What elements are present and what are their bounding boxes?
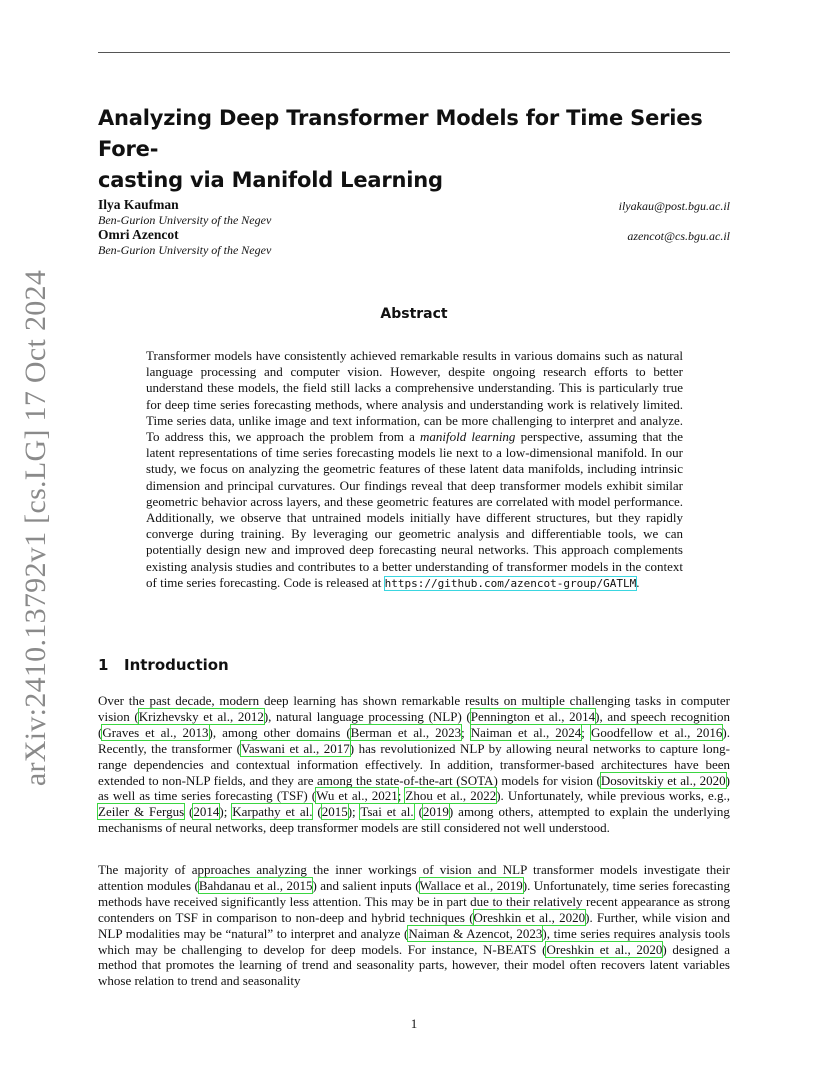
header-rule bbox=[98, 52, 730, 53]
citation-link[interactable]: Bahdanau et al., 2015 bbox=[198, 877, 313, 893]
body-text: ; bbox=[461, 724, 471, 740]
citation-link[interactable]: 2015 bbox=[321, 804, 348, 820]
citation-link[interactable]: Naiman et al., 2024 bbox=[470, 724, 582, 740]
body-text: ), natural language processing (NLP) ( bbox=[263, 708, 471, 724]
citation-link[interactable]: Vaswani et al., 2017 bbox=[240, 740, 350, 756]
body-text: ). Unfortunately, while previous works, e.g., bbox=[496, 788, 730, 804]
arxiv-stamp-text: arXiv:2410.13792v1 [cs.LG] 17 Oct 2024 bbox=[19, 269, 52, 787]
code-link[interactable]: https://github.com/azencot-group/GATLM bbox=[384, 576, 637, 590]
paper-title-line1: Analyzing Deep Transformer Models for Time Series Fore- bbox=[98, 106, 703, 161]
intro-paragraph-2 bbox=[98, 862, 730, 989]
citation-link[interactable]: Oreshkin et al., 2020 bbox=[546, 941, 663, 957]
citation-link[interactable]: Naiman & Azencot, 2023 bbox=[408, 925, 543, 941]
citation-link[interactable]: Goodfellow et al., 2016 bbox=[590, 724, 723, 740]
paper-title bbox=[98, 103, 738, 196]
citation-link[interactable]: Wu et al., 2021 bbox=[316, 788, 398, 804]
body-text: ) designed a method that promotes the learning of trend and seasonality parts, however, their model often recovers latent variables whose relation to trend and seasonality bbox=[98, 941, 731, 989]
abstract-text bbox=[146, 348, 683, 592]
paper-title-line2: casting via Manifold Learning bbox=[98, 168, 443, 192]
intro-paragraph-1 bbox=[98, 693, 730, 836]
citation-link[interactable]: 2019 bbox=[422, 804, 449, 820]
body-text: ) as well as time series forecasting (TSF) ( bbox=[98, 772, 730, 804]
body-text: ( bbox=[312, 804, 322, 820]
author-email[interactable]: azencot@cs.bgu.ac.il bbox=[627, 229, 730, 243]
author-affiliation: Ben-Gurion University of the Negev bbox=[98, 243, 272, 257]
citation-link[interactable]: Oreshkin et al., 2020 bbox=[473, 909, 586, 925]
citation-link[interactable]: 2014 bbox=[193, 804, 220, 820]
page-number: 1 bbox=[410, 1016, 418, 1031]
abstract-heading: Abstract bbox=[380, 306, 448, 322]
abstract-text-part: . bbox=[636, 574, 640, 590]
body-text: Over the past decade, modern deep learning has shown remarkable results on multiple challenging tasks in computer vision ( bbox=[98, 693, 730, 724]
abstract-text-part: Transformer models have consistently achieved remarkable results in various domains such as natural language processing and computer vision. However, despite ongoing research efforts to better understand these models, the field still lacks a comprehensive understanding. This is particularly true for deep time series forecasting methods, where analysis and understanding work is relatively limited. Time series data, unlike image and text information, can be more challenging to interpret and analyze. To address this, we approach the problem from a bbox=[146, 348, 683, 445]
body-text: ; bbox=[397, 788, 406, 804]
section-heading bbox=[98, 656, 229, 674]
author-name: Omri Azencot bbox=[98, 227, 179, 242]
citation-link[interactable]: Zeiler & Fergus bbox=[98, 804, 185, 820]
citation-link[interactable]: Tsai et al. bbox=[360, 804, 414, 820]
citation-link[interactable]: Pennington et al., 2014 bbox=[470, 708, 596, 724]
author-name: Ilya Kaufman bbox=[98, 197, 179, 212]
citation-link[interactable]: Berman et al., 2023 bbox=[350, 724, 462, 740]
citation-link[interactable]: Zhou et al., 2022 bbox=[405, 788, 497, 804]
body-text: ). Unfortunately, time series forecasting methods have received significantly less attention. This may be in part due to their relatively recent appearance as strong contenders on TSF in comparison to non-deep and hybrid techniques ( bbox=[98, 877, 730, 925]
body-text: ); bbox=[219, 804, 233, 820]
abstract-text-part: perspective, assuming that the latent representations of time series forecasting models lie next to a low-dimensional manifold. In our study, we focus on analyzing the geometric features of these latent data manifolds, including intrinsic dimension and principal curvatures. Our findings reveal that deep transformer models exhibit similar geometric behavior across layers, and these geometric features are correlated with model performance. Additionally, we observe that untrained models initially have different structures, but they rapidly converge during training. By leveraging our geometric analysis and differentiable tools, we can potentially design new and improved deep forecasting neural networks. This approach complements existing analysis studies and contributes to a better understanding of transformer models in the context of time series forecasting. Code is released at bbox=[146, 429, 683, 590]
body-text: ). Further, while vision and NLP modalities may be “natural” to interpret and analyze ( bbox=[98, 909, 731, 941]
body-text: ; bbox=[581, 724, 591, 740]
citation-link[interactable]: Dosovitskiy et al., 2020 bbox=[600, 772, 726, 788]
body-text: ) and salient inputs ( bbox=[312, 877, 420, 893]
body-text: The majority of approaches analyzing the inner workings of vision and NLP transformer models investigate their attention modules ( bbox=[98, 862, 730, 893]
body-text: ), among other domains ( bbox=[208, 724, 351, 740]
citation-link[interactable]: Graves et al., 2013 bbox=[102, 724, 209, 740]
citation-link[interactable]: Karpathy et al. bbox=[232, 804, 313, 820]
author-affiliation: Ben-Gurion University of the Negev bbox=[98, 213, 272, 227]
section-title: Introduction bbox=[124, 656, 229, 674]
abstract-emphasis: manifold learning bbox=[420, 429, 516, 445]
body-text: ), and speech recognition ( bbox=[98, 708, 730, 740]
body-text: ) has revolutionized NLP by allowing neural networks to capture long-range dependencies and contextual information effectively. In addition, transformer-based architectures have been extended to non-NLP fields, and they are among the state-of-the-art (SOTA) models for vision ( bbox=[98, 740, 730, 788]
body-text: ), time series requires analysis tools which may be challenging to develop for deep models. For instance, N-BEATS ( bbox=[98, 925, 731, 957]
body-text: ) among others, attempted to explain the underlying mechanisms of neural networks, deep transformer models are still considered not well understood. bbox=[98, 804, 730, 836]
body-text: ( bbox=[413, 804, 423, 820]
body-text: ); bbox=[347, 804, 361, 820]
citation-link[interactable]: Wallace et al., 2019 bbox=[419, 877, 523, 893]
body-text: ( bbox=[184, 804, 194, 820]
citation-link[interactable]: Krizhevsky et al., 2012 bbox=[138, 708, 264, 724]
author-email[interactable]: ilyakau@post.bgu.ac.il bbox=[618, 199, 730, 213]
section-number: 1 bbox=[98, 656, 109, 674]
body-text: ). Recently, the transformer ( bbox=[98, 724, 730, 756]
